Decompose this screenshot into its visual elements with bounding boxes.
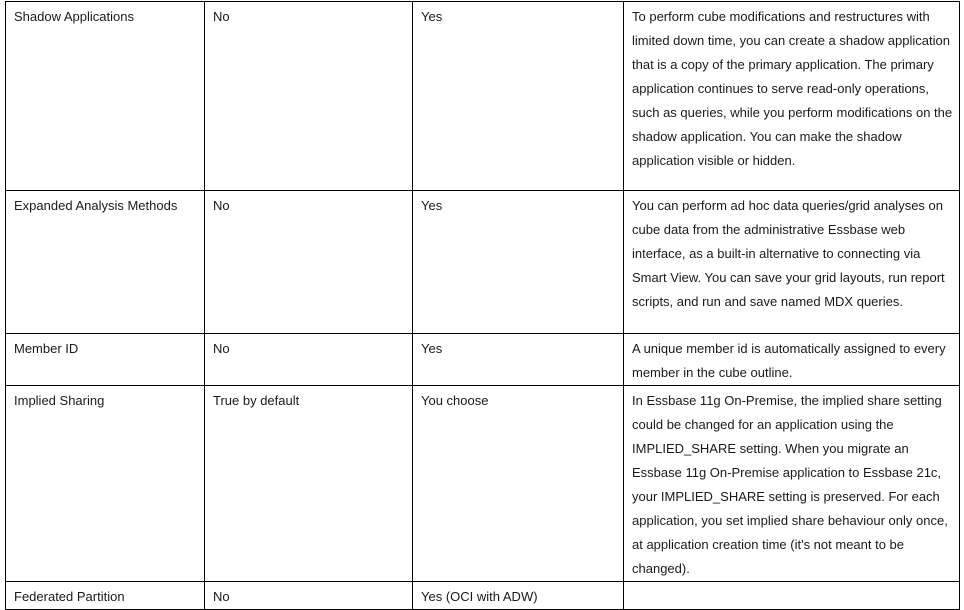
cloud-cell: Yes (OCI with ADW) — [413, 582, 624, 610]
description-cell: A unique member id is automatically assigned to every member in the cube outline. — [624, 334, 960, 386]
description-cell — [624, 582, 960, 610]
feature-cell: Expanded Analysis Methods — [6, 191, 205, 334]
table-row — [6, 334, 960, 386]
feature-cell: Federated Partition — [6, 582, 205, 610]
on-premise-cell: No — [205, 582, 413, 610]
cloud-cell: Yes — [413, 2, 624, 191]
on-premise-cell: No — [205, 191, 413, 334]
feature-cell: Implied Sharing — [6, 386, 205, 582]
feature-cell: Shadow Applications — [6, 2, 205, 191]
table-row — [6, 191, 960, 334]
table-row — [6, 386, 960, 582]
cloud-cell: Yes — [413, 334, 624, 386]
description-cell: You can perform ad hoc data queries/grid analyses on cube data from the administrative Essbase web interface, as a built-in alternative to connecting via Smart View. You can save your grid layouts, run report scripts, and run and save named MDX queries. — [624, 191, 960, 334]
feature-cell: Member ID — [6, 334, 205, 386]
table-row — [6, 2, 960, 191]
cloud-cell: You choose — [413, 386, 624, 582]
on-premise-cell: True by default — [205, 386, 413, 582]
description-cell: In Essbase 11g On-Premise, the implied share setting could be changed for an application using the IMPLIED_SHARE setting. When you migrate an Essbase 11g On-Premise application to Essbase 21c, your IMPLIED_SHARE setting is preserved. For each application, you set implied share behaviour only once, at application creation time (it's not meant to be changed). — [624, 386, 960, 582]
cloud-cell: Yes — [413, 191, 624, 334]
feature-comparison-table — [5, 1, 960, 610]
description-cell: To perform cube modifications and restructures with limited down time, you can create a shadow application that is a copy of the primary application. The primary application continues to serve read-only operations, such as queries, while you perform modifications on the shadow application. You can make the shadow application visible or hidden. — [624, 2, 960, 191]
table-row — [6, 582, 960, 610]
on-premise-cell: No — [205, 334, 413, 386]
on-premise-cell: No — [205, 2, 413, 191]
